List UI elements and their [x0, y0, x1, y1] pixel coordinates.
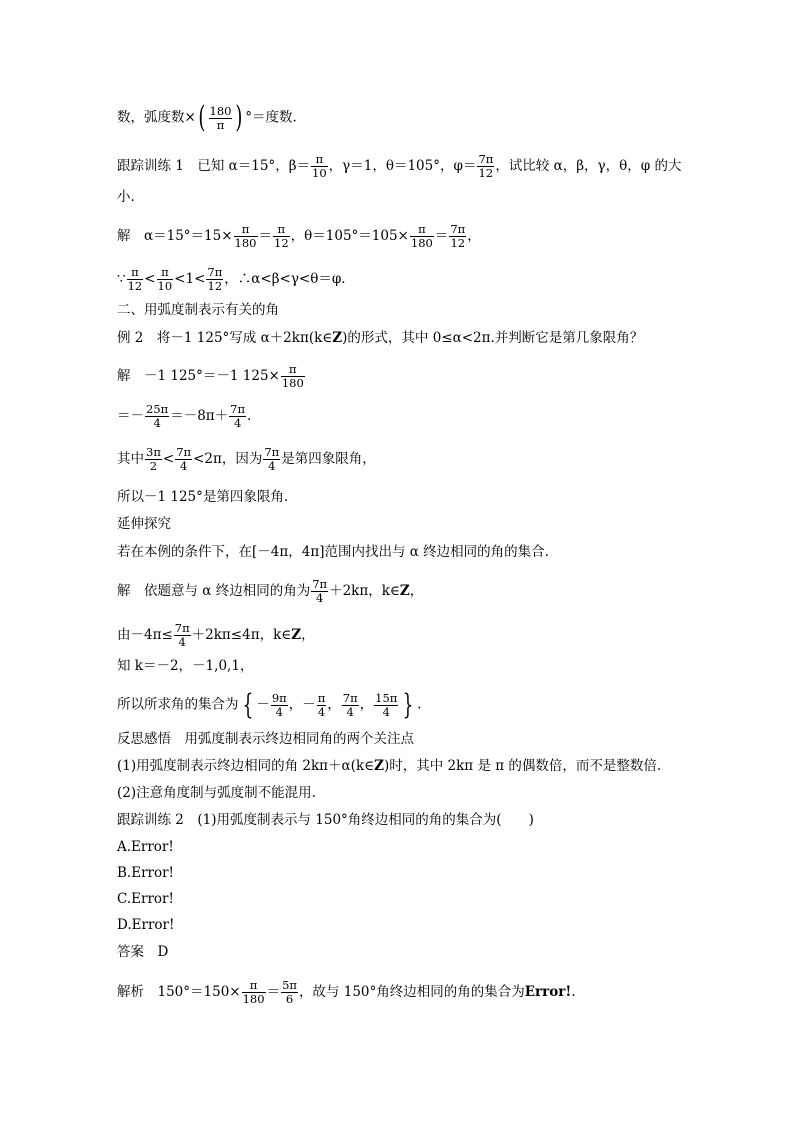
fraction: $\frac{7\pi}{4}$: [174, 621, 190, 649]
fraction: $\frac{\pi}{4}$: [317, 690, 326, 719]
fraction: $\frac{7\pi}{12}$: [478, 152, 494, 180]
line-extension-k-values: 知 k＝－2，－1,0,1，: [117, 658, 254, 674]
fraction: $\frac{7\pi}{4}$: [176, 445, 192, 473]
fraction: $\frac{25\pi}{4}$: [146, 402, 169, 430]
line-solution-2: 解 －1 125°＝－1 125× $\frac{\pi}{180}$: [117, 362, 304, 390]
left-brace: {: [242, 688, 253, 721]
line-practice-1-cont: 小.: [117, 189, 135, 205]
fraction: $\frac{\pi}{10}$: [312, 152, 327, 180]
line-solution-1-compare: ∵ $\frac{\pi}{12}$ < $\frac{\pi}{10}$ <1< $\frac{7\pi}{12}$ ，∴α<β<γ<θ＝φ.: [117, 265, 346, 293]
line-reflection-1: (1)用弧度制表示终边相同的角 2kπ＋α(k∈Z)时，其中 2kπ 是 π 的偶数倍，而不是整数倍.: [117, 758, 662, 774]
fraction: $\frac{7\pi}{4}$: [342, 690, 358, 719]
line-solution-2-conclusion: 所以－1 125°是第四象限角.: [117, 489, 289, 505]
fraction: $\frac{\pi}{180}$: [410, 222, 433, 250]
section-reflection: 反思感悟 用弧度制表示终边相同角的两个关注点: [117, 731, 414, 747]
line-solution-2-range: 其中 $\frac{3\pi}{2}$ < $\frac{7\pi}{4}$ <2π，因为 $\frac{7\pi}{4}$ 是第四象限角，: [117, 445, 376, 473]
line-analysis: 解析 150°＝150× $\frac{\pi}{180}$ ＝ $\frac{5\pi}{6}$ ，故与 150°角终边相同的角的集合为Error!.: [117, 978, 576, 1006]
line-extension-inequality: 由－4π≤ $\frac{7\pi}{4}$ ＋2kπ≤4π，k∈Z，: [117, 621, 315, 649]
fraction: $\frac{\pi}{180}$: [234, 222, 257, 250]
fraction: $\frac{7\pi}{4}$: [230, 402, 246, 430]
line-practice-1: 跟踪训练 1 已知 α＝15°，β＝ $\frac{\pi}{10}$ ，γ＝1，θ＝105°，φ＝ $\frac{7\pi}{12}$ ，试比较 α，β，γ，θ，φ 的大: [117, 152, 682, 180]
line-extension-set: 所以所求角的集合为 { － $\frac{9\pi}{4}$ ，－ $\frac{\pi}{4}$ ， $\frac{7\pi}{4}$ ， $\frac{15\pi}{4}$ } .: [117, 688, 422, 721]
fraction: $\frac{7\pi}{12}$: [450, 222, 466, 250]
line-extension-question: 若在本例的条件下，在[－4π，4π]范围内找出与 α 终边相同的角的集合.: [117, 544, 549, 560]
line-solution-1: 解 α＝15°＝15× $\frac{\pi}{180}$ ＝ $\frac{\pi}{12}$ ，θ＝105°＝105× $\frac{\pi}{180}$ ＝ $\frac{7\pi}{12}$ ，: [117, 222, 481, 250]
fraction: $\frac{\pi}{180}$: [242, 978, 265, 1006]
line-answer: 答案 D: [117, 944, 169, 960]
section-heading-2: 二、用弧度制表示有关的角: [117, 302, 279, 318]
right-brace: }: [402, 688, 414, 721]
line-practice-2: 跟踪训练 2 (1)用弧度制表示与 150°角终边相同的角的集合为( ): [117, 812, 534, 828]
fraction-180-over-pi: $\frac{180}{\pi}$: [209, 103, 232, 132]
fraction: $\frac{7\pi}{4}$: [264, 445, 280, 473]
fraction: $\frac{\pi}{12}$: [274, 222, 289, 250]
fraction: $\frac{\pi}{10}$: [157, 265, 173, 293]
line-radian-to-degree: 数，弧度数×( $\frac{180}{\pi}$ ) °＝度数.: [117, 100, 297, 135]
fraction: $\frac{7\pi}{12}$: [207, 265, 223, 293]
fraction: $\frac{7\pi}{4}$: [312, 577, 328, 605]
line-example-2: 例 2 将－1 125°写成 α＋2kπ(k∈Z)的形式，其中 0≤α<2π.并判断它是第几象限角？: [117, 330, 644, 346]
left-paren: (: [198, 100, 206, 135]
fraction: $\frac{\pi}{12}$: [127, 265, 143, 293]
fraction: $\frac{15\pi}{4}$: [375, 690, 398, 719]
option-c: C.Error!: [117, 891, 174, 907]
option-b: B.Error!: [117, 865, 174, 881]
option-d: D.Error!: [117, 917, 175, 933]
line-solution-2-result: ＝－ $\frac{25\pi}{4}$ ＝－8π＋ $\frac{7\pi}{4}$ .: [117, 402, 252, 430]
fraction: $\frac{9\pi}{4}$: [271, 690, 287, 719]
line-extension-solution: 解 依题意与 α 终边相同的角为 $\frac{7\pi}{4}$ ＋2kπ，k∈Z，: [117, 577, 424, 605]
fraction: $\frac{3\pi}{2}$: [146, 445, 161, 473]
section-extension: 延伸探究: [117, 516, 171, 532]
right-paren: ): [235, 100, 243, 135]
option-a: A.Error!: [117, 839, 174, 855]
fraction: $\frac{5\pi}{6}$: [282, 978, 297, 1006]
line-reflection-2: (2)注意角度制与弧度制不能混用.: [117, 785, 316, 801]
fraction: $\frac{\pi}{180}$: [281, 362, 304, 390]
